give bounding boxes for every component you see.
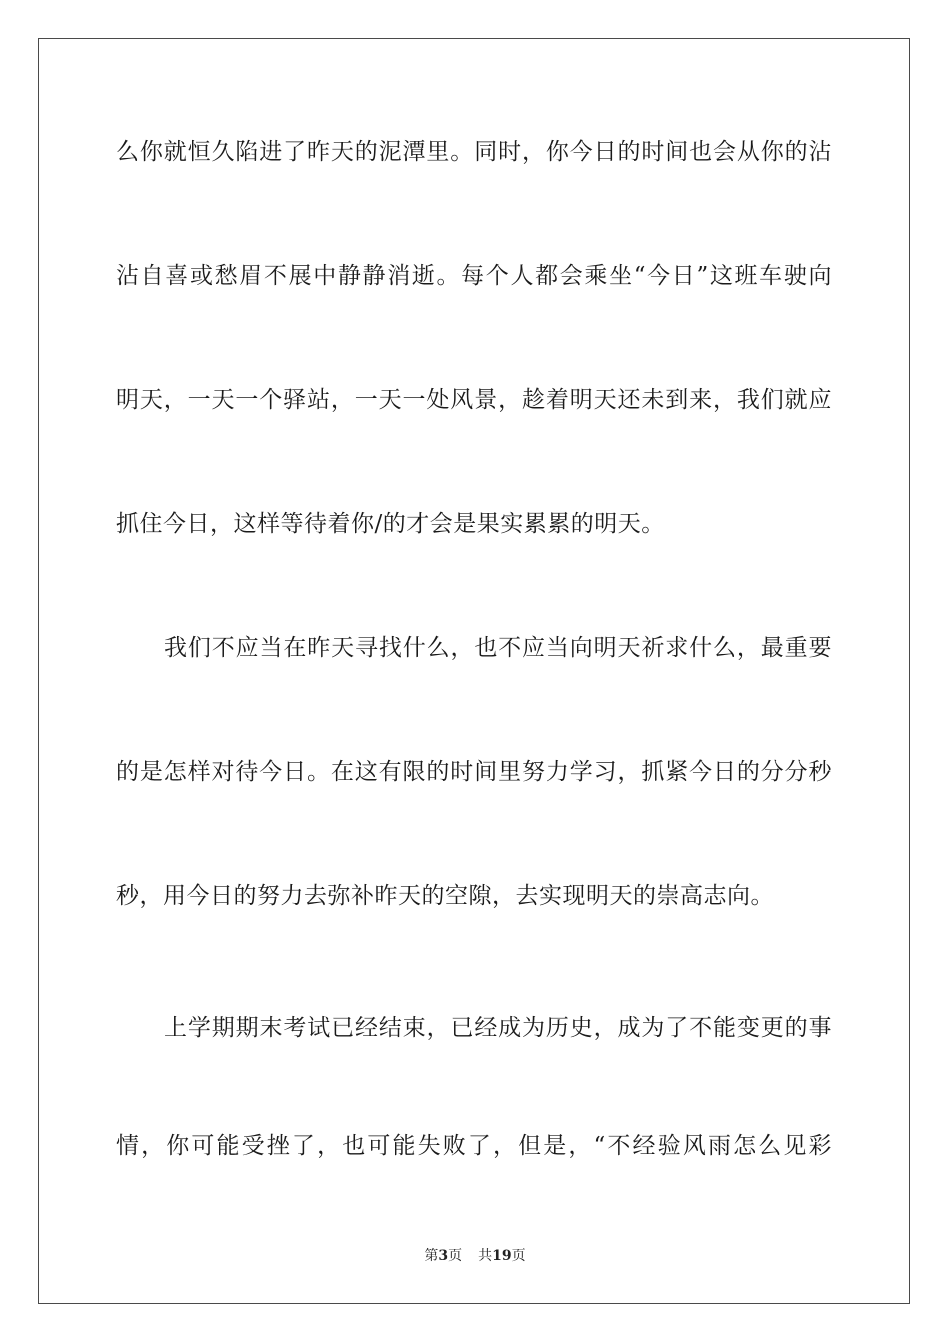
page-label-prefix: 第	[424, 1248, 439, 1264]
page-footer	[0, 1247, 950, 1265]
text-line: 秒，用今日的努力去弥补昨天的空隙，去实现明天的崇高志向。	[116, 883, 774, 909]
total-label-suffix: 页	[511, 1248, 526, 1264]
page-label-suffix: 页	[448, 1248, 463, 1264]
page-border	[38, 38, 910, 1304]
total-label-prefix: 共	[478, 1248, 493, 1264]
page-number: 3	[438, 1248, 449, 1264]
paragraph-first-line: 我们不应当在昨天寻找什么，也不应当向明天祈求什么，最重要	[164, 635, 832, 661]
text-line: 沾自喜或愁眉不展中静静消逝。每个人都会乘坐“今日”这班车驶向	[116, 263, 832, 289]
text-line: 抓住今日，这样等待着你/的才会是果实累累的明天。	[116, 511, 665, 537]
text-line: 情，你可能受挫了，也可能失败了，但是，“不经验风雨怎么见彩	[116, 1133, 832, 1159]
text-line: 的是怎样对待今日。在这有限的时间里努力学习，抓紧今日的分分秒	[116, 759, 832, 785]
paragraph-first-line: 上学期期末考试已经结束，已经成为历史，成为了不能变更的事	[164, 1015, 832, 1041]
text-line: 明天，一天一个驿站，一天一处风景，趁着明天还未到来，我们就应	[116, 387, 832, 413]
text-line: 么你就恒久陷进了昨天的泥潭里。同时，你今日的时间也会从你的沾	[116, 139, 832, 165]
total-pages: 19	[492, 1248, 512, 1264]
